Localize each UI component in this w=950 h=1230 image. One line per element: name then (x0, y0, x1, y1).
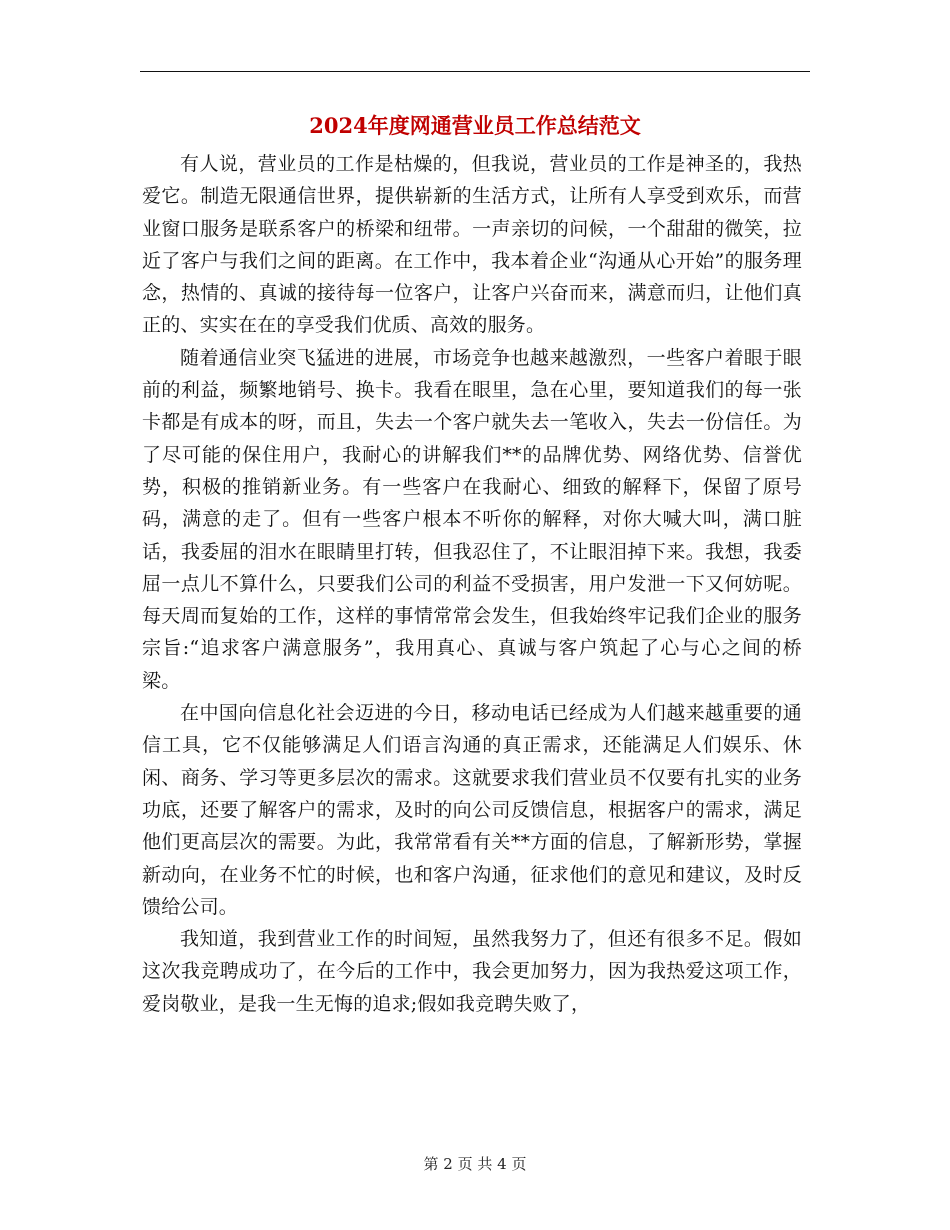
paragraph-4: 我知道，我到营业工作的时间短，虽然我努力了，但还有很多不足。假如这次我竞聘成功了，在今后的工作中，我会更加努力，因为我热爱这项工作，爱岗敬业，是我一生无悔的追求;假如我竞聘失败了， (142, 928, 802, 1015)
document-title: 2024年度网通营业员工作总结范文 (309, 113, 641, 138)
paragraph-2: 随着通信业突飞猛进的进展，市场竞争也越来越激烈，一些客户着眼于眼前的利益，频繁地销号、换卡。我看在眼里，急在心里，要知道我们的每一张卡都是有成本的呀，而且，失去一个客户就失去一笔收入，失去一份信任。为了尽可能的保住用户，我耐心的讲解我们**的品牌优势、网络优势、信誉优势，积极的推销新业务。有一些客户在我耐心、细致的解释下，保留了原号码，满意的走了。但有一些客户根本不听你的解释，对你大喊大叫，满口脏话，我委屈的泪水在眼睛里打转，但我忍住了，不让眼泪掉下来。我想，我委屈一点儿不算什么，只要我们公司的利益不受损害，用户发泄一下又何妨呢。每天周而复始的工作，这样的事情常常会发生，但我始终牢记我们企业的服务宗旨:“追求客户满意服务”，我用真心、真诚与客户筑起了心与心之间的桥梁。 (142, 346, 802, 692)
paragraph-1: 有人说，营业员的工作是枯燥的，但我说，营业员的工作是神圣的，我热爱它。制造无限通信世界，提供崭新的生活方式，让所有人享受到欢乐，而营业窗口服务是联系客户的桥梁和纽带。一声亲切的问候，一个甜甜的微笑，拉近了客户与我们之间的距离。在工作中，我本着企业“沟通从心开始”的服务理念，热情的、真诚的接待每一位客户，让客户兴奋而来，满意而归，让他们真正的、实实在在的享受我们优质、高效的服务。 (142, 153, 802, 337)
paragraph-3: 在中国向信息化社会迈进的今日，移动电话已经成为人们越来越重要的通信工具，它不仅能够满足人们语言沟通的真正需求，还能满足人们娱乐、休闲、商务、学习等更多层次的需求。这就要求我们营业员不仅要有扎实的业务功底，还要了解客户的需求，及时的向公司反馈信息，根据客户的需求，满足他们更高层次的需要。为此，我常常看有关**方面的信息，了解新形势，掌握新动向，在业务不忙的时候，也和客户沟通，征求他们的意见和建议，及时反馈给公司。 (142, 702, 802, 918)
page-footer: 第 2 页 共 4 页 (423, 1155, 527, 1173)
header-rule (140, 71, 810, 72)
document-body (142, 148, 802, 1020)
